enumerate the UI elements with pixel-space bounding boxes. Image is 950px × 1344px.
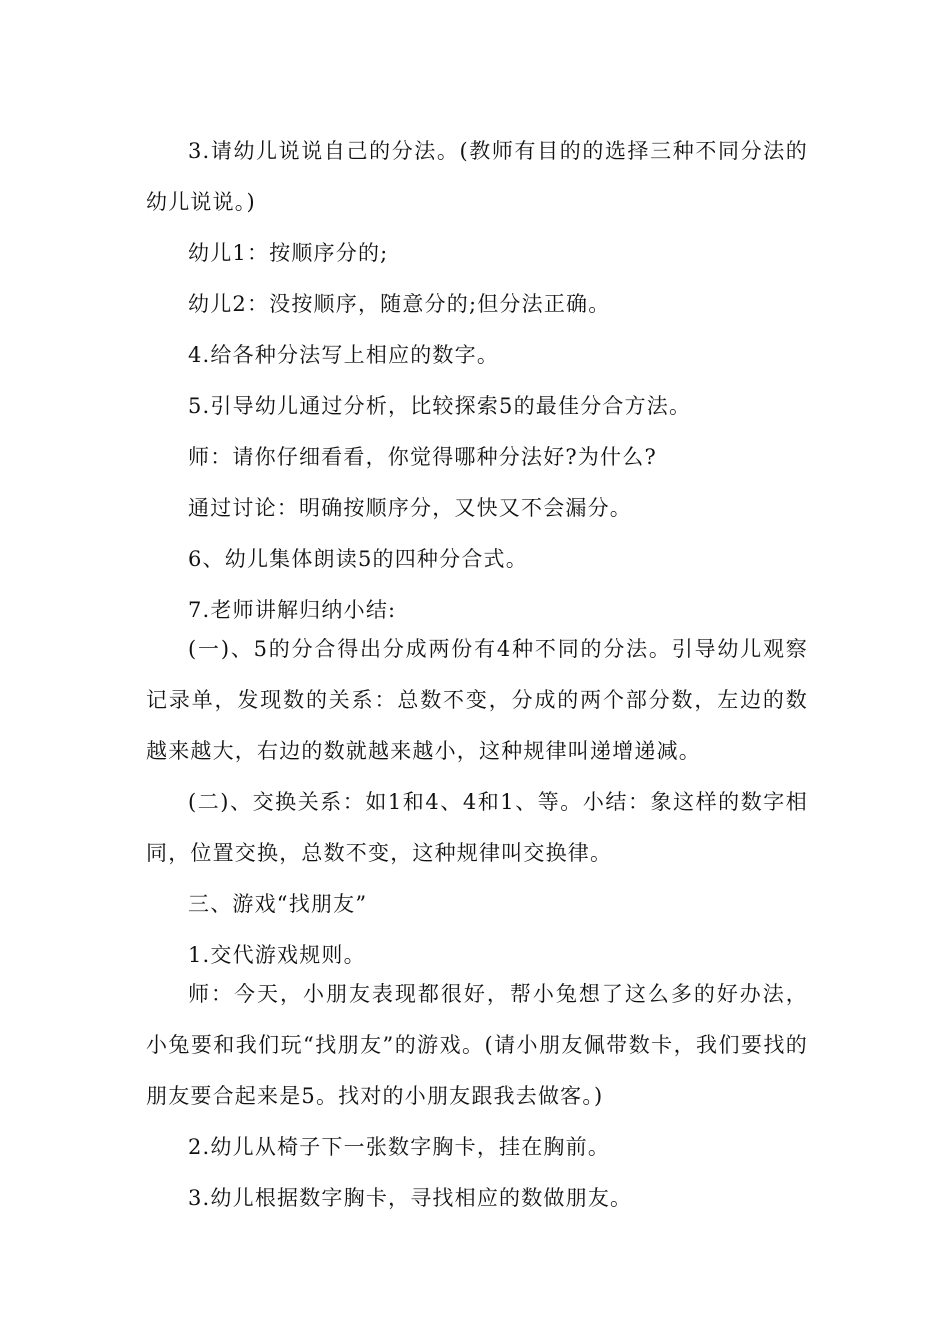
paragraph-game-step-2: 2.幼儿从椅子下一张数字胸卡，挂在胸前。 <box>188 1135 611 1159</box>
paragraph-child-2: 幼儿2：没按顺序，随意分的;但分法正确。 <box>188 292 611 316</box>
paragraph-child-1: 幼儿1：按顺序分的; <box>188 241 389 265</box>
paragraph-game-step-3: 3.幼儿根据数字胸卡，寻找相应的数做朋友。 <box>188 1186 633 1210</box>
paragraph-game-rules: 1.交代游戏规则。 <box>188 943 366 967</box>
paragraph-step-4: 4.给各种分法写上相应的数字。 <box>188 343 500 367</box>
paragraph-step-3-share-methods: 3.请幼儿说说自己的分法。(教师有目的的选择三种不同分法的幼儿说说。) <box>146 139 808 214</box>
paragraph-step-7: 7.老师讲解归纳小结: <box>188 598 397 622</box>
paragraph-step-5: 5.引导幼儿通过分析，比较探索5的最佳分合方法。 <box>188 394 692 418</box>
paragraph-summary-1: (一)、5的分合得出分成两份有4种不同的分法。引导幼儿观察记录单，发现数的关系：总数不变，分成的两个部分数，左边的数越来越大，右边的数就越来越小，这种规律叫递增递减。 <box>146 637 808 763</box>
paragraph-discussion: 通过讨论：明确按顺序分，又快又不会漏分。 <box>188 496 632 520</box>
paragraph-summary-2: (二)、交换关系：如1和4、4和1、等。小结：象这样的数字相同，位置交换，总数不变，这种规律叫交换律。 <box>146 790 808 865</box>
paragraph-step-6: 6、幼儿集体朗读5的四种分合式。 <box>188 547 528 571</box>
paragraph-teacher-question: 师：请你仔细看看，你觉得哪种分法好?为什么? <box>188 445 657 469</box>
paragraph-teacher-game-intro: 师：今天，小朋友表现都很好，帮小兔想了这么多的好办法，小兔要和我们玩“找朋友”的游戏。(请小朋友佩带数卡，我们要找的朋友要合起来是5。找对的小朋友跟我去做客。) <box>146 982 808 1108</box>
paragraph-section-3-game: 三、游戏“找朋友” <box>188 892 368 916</box>
